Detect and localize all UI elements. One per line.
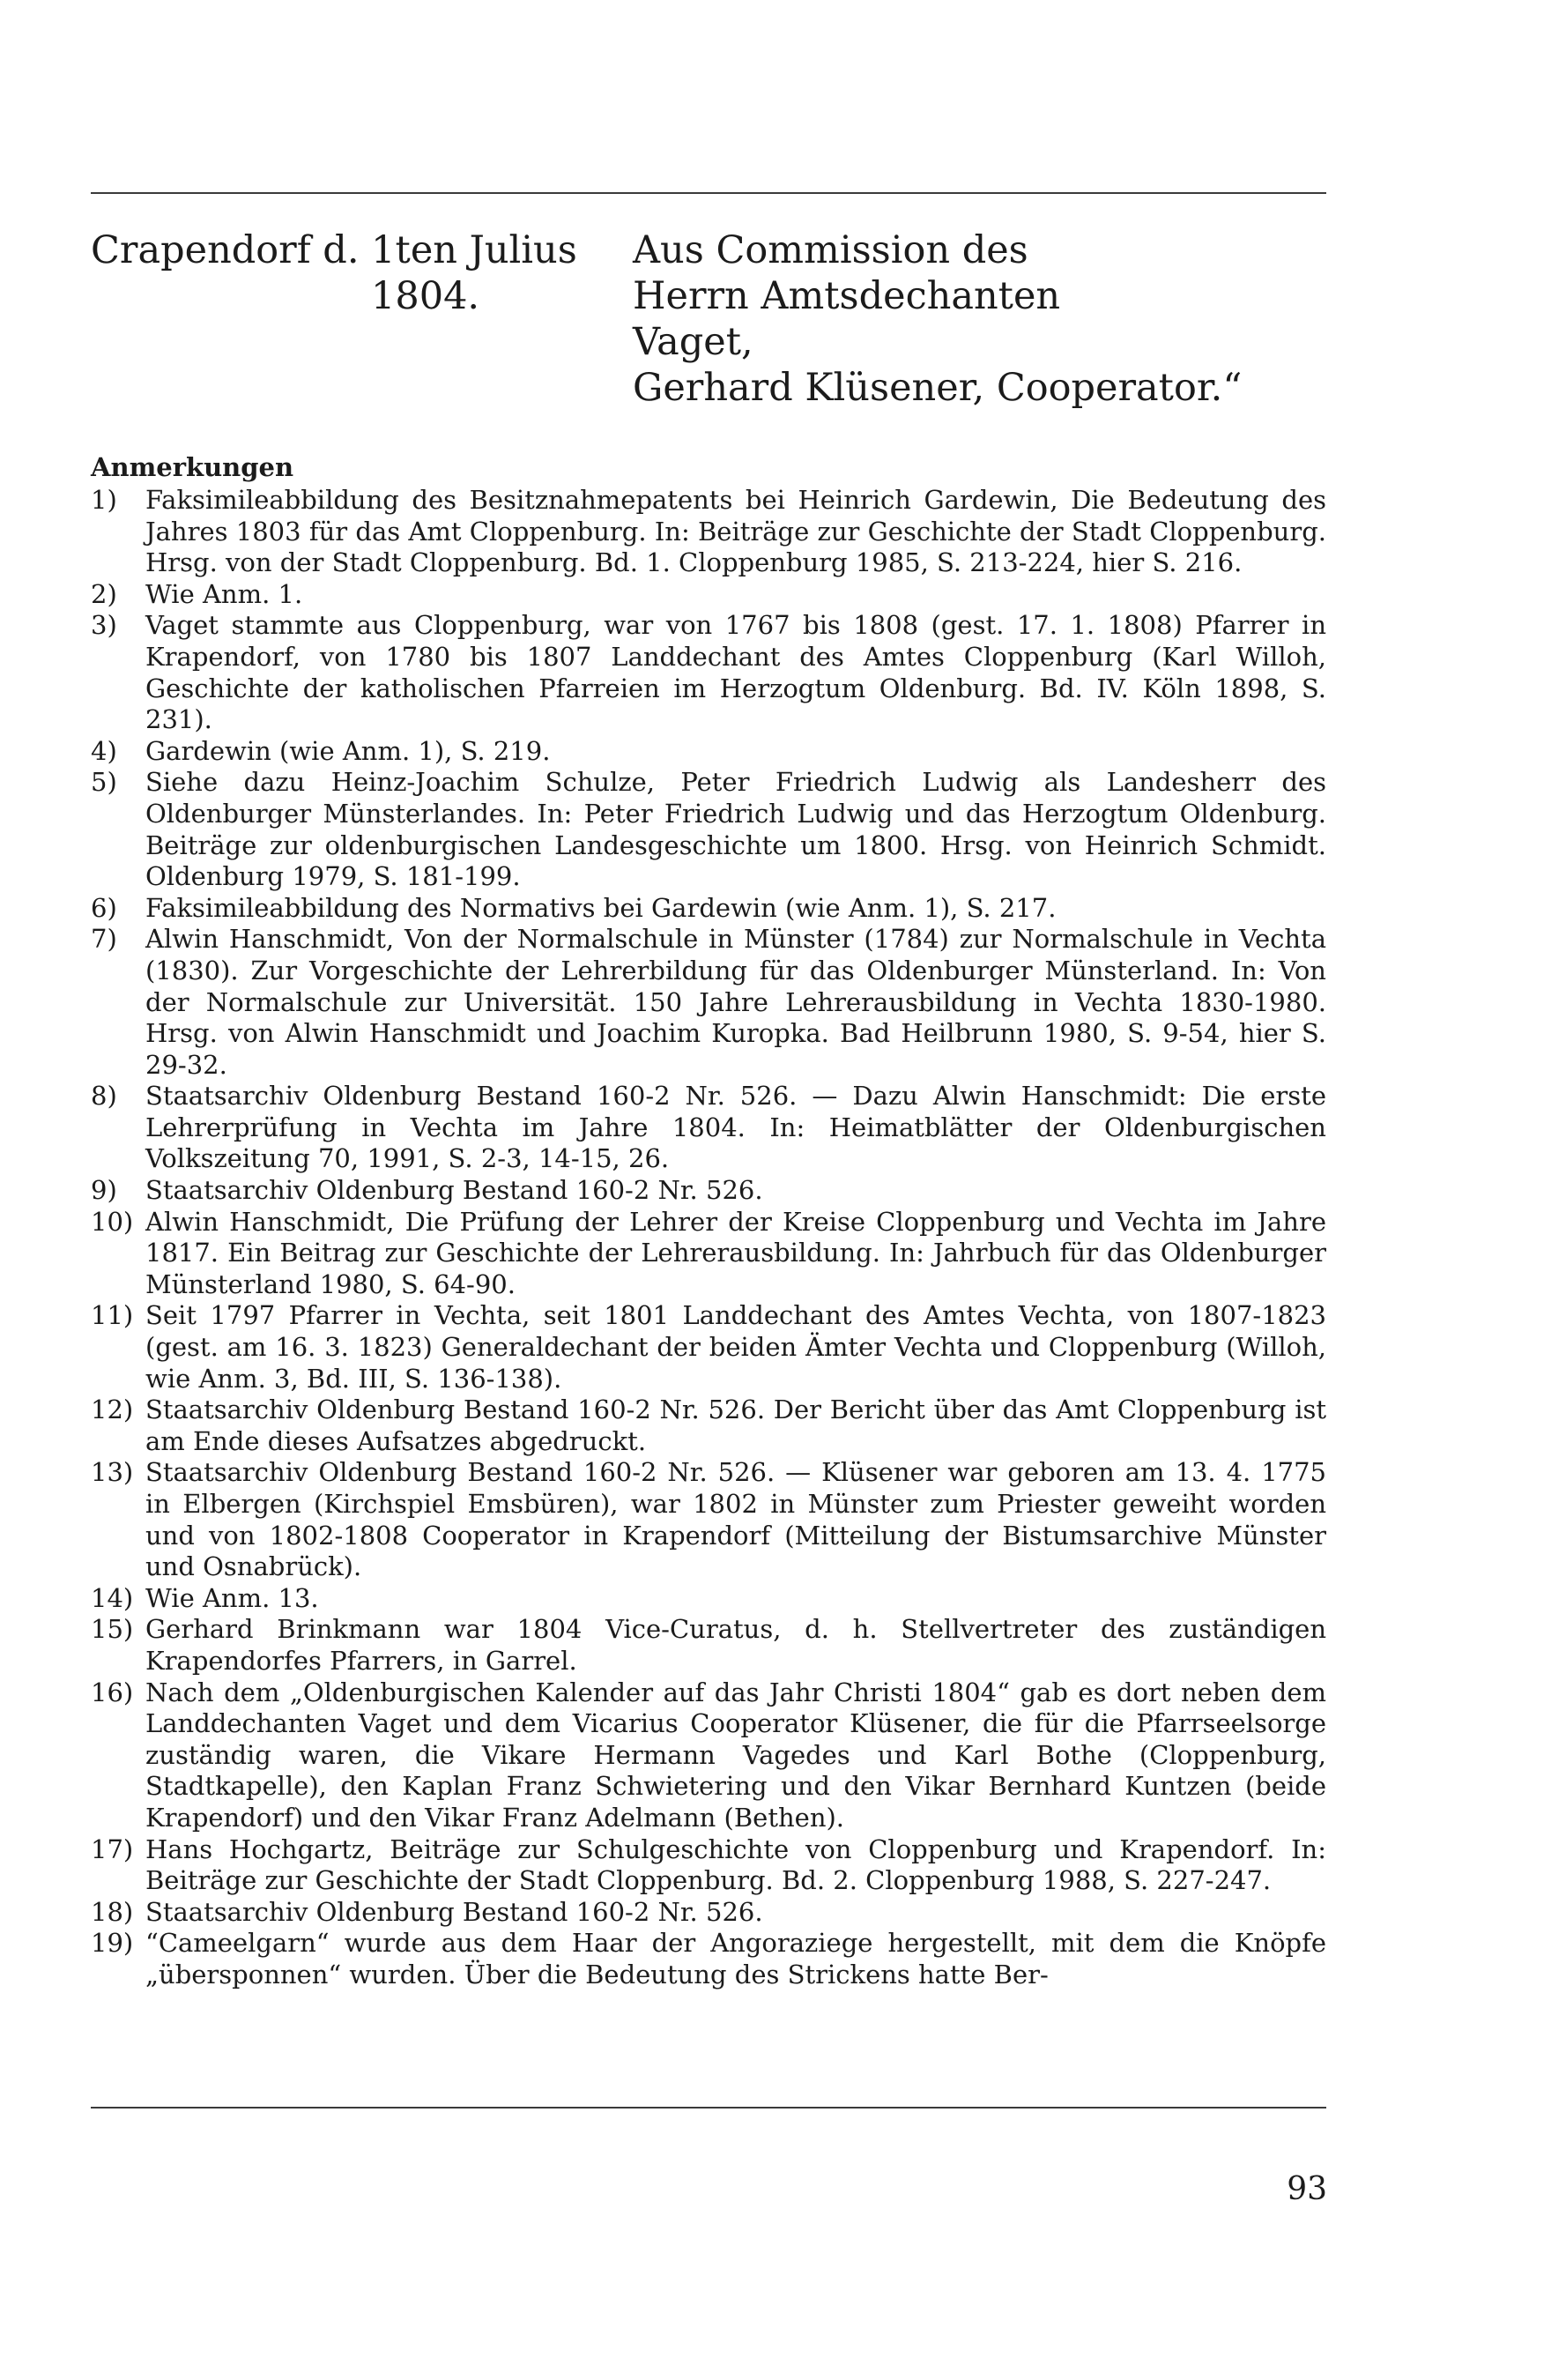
footnote-text: Alwin Hanschmidt, Die Prüfung der Lehrer der Kreise Cloppenburg und Vechta im Jahre 1817. Ein Beitrag zur Geschichte der Lehrerausbildung. In: Jahrbuch für das Oldenburger Münsterland 1980, S. 64-90. (145, 1206, 1326, 1299)
footnote (91, 1081, 1326, 1175)
footnote-number: 3) (91, 610, 117, 641)
footnote-text: Alwin Hanschmidt, Von der Normalschule in Münster (1784) zur Normalschule in Vechta (1830). Zur Vorgeschichte der Lehrerbildung für das Oldenburger Münsterland. In: Von der Normalschule zur Universität. 150 Jahre Lehrerausbildung in Vechta 1830-1980. Hrsg. von Alwin Hanschmidt und Joachim Kuropka. Bad Heilbrunn 1980, S. 9-54, hier S. 29-32. (145, 924, 1326, 1080)
footnote-number: 17) (91, 1833, 134, 1864)
notes-list (91, 485, 1326, 1991)
footnote (91, 1614, 1326, 1677)
footnote (91, 1897, 1326, 1929)
footnote-number: 8) (91, 1081, 117, 1112)
signature-place: Crapendorf d. 1ten Julius (91, 228, 577, 272)
footnote (91, 1928, 1326, 1990)
footnote-number: 13) (91, 1457, 134, 1488)
footnote-text: Gardewin (wie Anm. 1), S. 219. (145, 735, 551, 766)
footnote (91, 1457, 1326, 1582)
footnote-number: 16) (91, 1677, 134, 1707)
footnote-number: 9) (91, 1175, 117, 1206)
footnote (91, 736, 1326, 768)
notes-heading: Anmerkungen (91, 452, 294, 482)
footnote-number: 14) (91, 1582, 134, 1613)
footnote-number: 19) (91, 1928, 134, 1959)
footnote-text: Staatsarchiv Oldenburg Bestand 160-2 Nr. 526. — Klüsener war geboren am 13. 4. 1775 in Elbergen (Kirchspiel Emsbüren), war 1802 in Münster zum Priester geweiht worden und von 1802-1808 Cooperator in Krapendorf (Mitteilung der Bistumsarchive Münster und Osnabrück). (145, 1457, 1326, 1582)
footnote-number: 2) (91, 578, 117, 609)
footnote-text: Seit 1797 Pfarrer in Vechta, seit 1801 Landdechant des Amtes Vechta, von 1807-1823 (gest. am 16. 3. 1823) Generaldechant der beiden Ämter Vechta und Cloppenburg (Willoh, wie Anm. 3, Bd. III, S. 136-138). (145, 1300, 1326, 1394)
signature-place-date (91, 227, 584, 319)
footnote-text: “Cameelgarn“ wurde aus dem Haar der Angoraziege hergestellt, mit dem die Knöpfe „übersponnen“ wurden. Über die Bedeutung des Strickens hatte Ber- (145, 1928, 1326, 1990)
footnote-number: 4) (91, 735, 117, 766)
signature-block (633, 227, 1320, 411)
footnote-number: 15) (91, 1614, 134, 1645)
footnote-number: 5) (91, 767, 117, 798)
footnote (91, 485, 1326, 579)
footnote (91, 610, 1326, 735)
footnote-text: Siehe dazu Heinz-Joachim Schulze, Peter Friedrich Ludwig als Landesherr des Oldenburger Münsterlandes. In: Peter Friedrich Ludwig und das Herzogtum Oldenburg. Beiträge zur oldenburgischen Landesgeschichte um 1800. Hrsg. von Heinrich Schmidt. Oldenburg 1979, S. 181-199. (145, 767, 1326, 892)
signature-line: Aus Commission des (633, 228, 1028, 272)
footnote-number: 7) (91, 924, 117, 955)
footnote (91, 1175, 1326, 1207)
footnote-text: Staatsarchiv Oldenburg Bestand 160-2 Nr. 526. (145, 1896, 763, 1927)
footnote (91, 1395, 1326, 1457)
footnote (91, 579, 1326, 611)
footnote-text: Gerhard Brinkmann war 1804 Vice-Curatus, d. h. Stellvertreter des zuständigen Krapendorfes Pfarrers, in Garrel. (145, 1614, 1326, 1676)
footnote-text: Hans Hochgartz, Beiträge zur Schulgeschichte von Cloppenburg und Krapendorf. In: Beiträge zur Geschichte der Stadt Cloppenburg. Bd. 2. Cloppenburg 1988, S. 227-247. (145, 1833, 1326, 1896)
footnote-text: Faksimileabbildung des Besitznahmepatents bei Heinrich Gardewin, Die Bedeutung des Jahres 1803 für das Amt Cloppenburg. In: Beiträge zur Geschichte der Stadt Cloppenburg. Hrsg. von der Stadt Cloppenburg. Bd. 1. Cloppenburg 1985, S. 213-224, hier S. 216. (145, 485, 1326, 578)
footnote-text: Wie Anm. 1. (145, 578, 303, 609)
footnote (91, 893, 1326, 925)
signature-line: Herrn Amtsdechanten (633, 274, 1061, 318)
footnote-text: Faksimileabbildung des Normativs bei Gardewin (wie Anm. 1), S. 217. (145, 892, 1057, 923)
footnote (91, 1207, 1326, 1301)
footnote-text: Staatsarchiv Oldenburg Bestand 160-2 Nr. 526. Der Bericht über das Amt Cloppenburg ist am Ende dieses Aufsatzes abgedruckt. (145, 1395, 1326, 1456)
footnote-text: Vaget stammte aus Cloppenburg, war von 1767 bis 1808 (gest. 17. 1. 1808) Pfarrer in Krapendorf, von 1780 bis 1807 Landdechant des Amtes Cloppenburg (Karl Willoh, Geschichte der katholischen Pfarreien im Herzogtum Oldenburg. Bd. IV. Köln 1898, S. 231). (145, 610, 1326, 735)
footnote-number: 1) (91, 485, 117, 515)
signature-year: 1804. (371, 274, 480, 318)
footnote (91, 1300, 1326, 1395)
footnote-text: Staatsarchiv Oldenburg Bestand 160-2 Nr. 526. (145, 1175, 763, 1206)
footnote-number: 10) (91, 1206, 134, 1237)
signature-line: Gerhard Klüsener, Cooperator.“ (633, 366, 1243, 410)
footnote (91, 1583, 1326, 1615)
footnote-text: Wie Anm. 13. (145, 1582, 319, 1613)
footnote-number: 18) (91, 1896, 134, 1927)
footnote-number: 6) (91, 892, 117, 923)
page-number: 93 (1287, 2171, 1327, 2207)
footnote-number: 11) (91, 1300, 134, 1331)
footnote-number: 12) (91, 1395, 134, 1425)
footnote-text: Staatsarchiv Oldenburg Bestand 160-2 Nr. 526. — Dazu Alwin Hanschmidt: Die erste Lehrerprüfung in Vechta im Jahre 1804. In: Heimatblätter der Oldenburgischen Volkszeitung 70, 1991, S. 2-3, 14-15, 26. (145, 1081, 1326, 1174)
footnote (91, 1834, 1326, 1897)
top-rule (91, 192, 1326, 194)
signature-line: Vaget, (633, 320, 753, 364)
footnote (91, 1677, 1326, 1834)
bottom-rule (91, 2107, 1326, 2109)
footnote (91, 924, 1326, 1081)
footnote (91, 767, 1326, 892)
footnote-text: Nach dem „Oldenburgischen Kalender auf das Jahr Christi 1804“ gab es dort neben dem Landdechanten Vaget und dem Vicarius Cooperator Klüsener, die für die Pfarrseelsorge zuständig waren, die Vikare Hermann Vagedes und Karl Bothe (Cloppenburg, Stadtkapelle), den Kaplan Franz Schwietering und den Vikar Bernhard Kuntzen (beide Krapendorf) und den Vikar Franz Adelmann (Bethen). (145, 1677, 1326, 1833)
